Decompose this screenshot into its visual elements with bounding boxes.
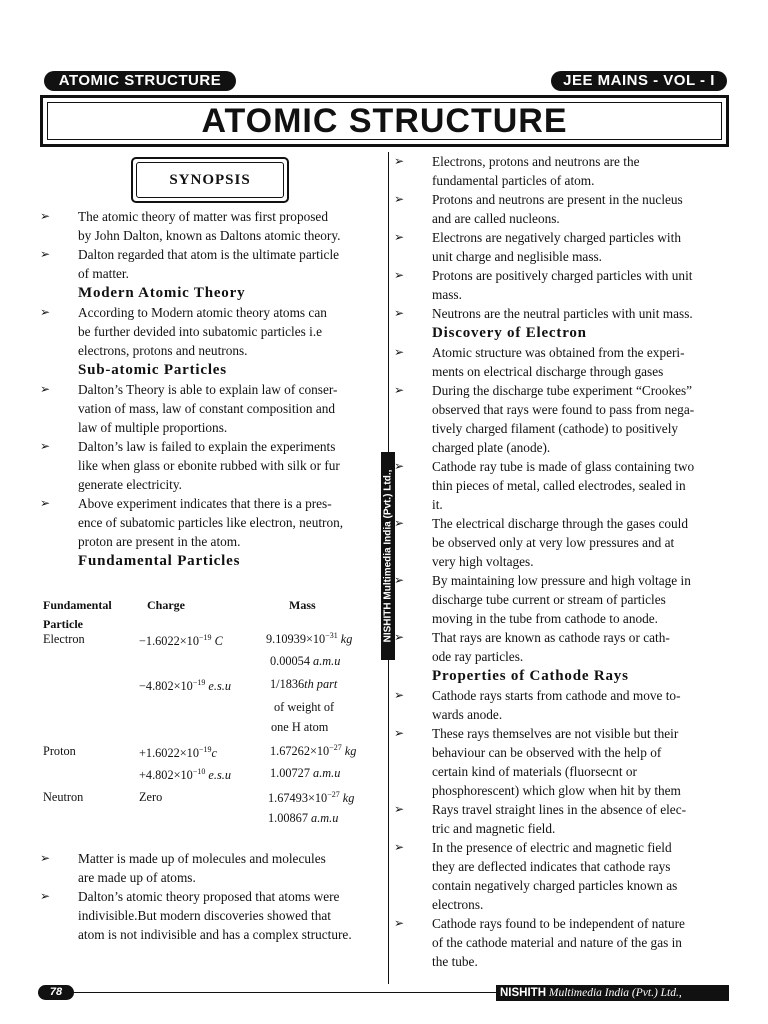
bullet-item: ➢ Neutrons are the neutral particles with unit mass.	[392, 304, 732, 323]
section-heading: Fundamental Particles	[78, 553, 241, 569]
bullet-item: ➢ Protons and neutrons are present in the nucleus and are called nucleons.	[392, 190, 732, 228]
electron-mass-note: of weight of	[274, 700, 335, 714]
neutron-mass-amu: 1.00867 a.m.u	[268, 811, 339, 825]
bullet-item: ➢ Above experiment indicates that there is a pres- ence of subatomic particles like electron, neutron, proton are present in the atom.	[38, 494, 380, 551]
header-particle: Fundamental Particle	[43, 598, 112, 631]
electron-charge-esu: $-4.802\times 10^{-19}$ e.s.u	[139, 677, 231, 693]
bullet-item: ➢ Dalton’s Theory is able to explain law of conser- vation of mass, law of constant composition and law of multiple proportions.	[38, 380, 380, 437]
neutron-charge: Zero	[139, 790, 163, 804]
bullet-item: ➢ Protons are positively charged particles with unit mass.	[392, 266, 732, 304]
bullet-item: ➢ During the discharge tube experiment “Crookes” observed that rays were found to pass from nega- tively charged filament (cathode) to positively charged plate (anode).	[392, 381, 732, 457]
bullet-item: ➢ Cathode rays found to be independent of nature of the cathode material and nature of the gas in the tube.	[392, 914, 732, 971]
bullet-item: ➢ In the presence of electric and magnetic field they are deflected indicates that cathode rays contain negatively charged particles known as electrons.	[392, 838, 732, 914]
bullet-item: ➢ Dalton’s atomic theory proposed that atoms were indivisible.But modern discoveries showed that atom is not indivisible and has a complex structure.	[38, 887, 380, 944]
header-mass: Mass	[289, 598, 316, 612]
bullet-item: ➢ Electrons are negatively charged particles with unit charge and neglisible mass.	[392, 228, 732, 266]
side-publisher-text: NISHITH Multimedia India (Pvt.) Ltd.,	[382, 469, 394, 643]
bullet-item: ➢ These rays themselves are not visible but their behaviour can be observed with the help of certain kind of materials (fluorsecnt or phosphorescent) which glow when hit by them	[392, 724, 732, 800]
electron-mass-kg: $9.10939\times 10^{-31}$ kg	[266, 630, 353, 646]
proton-mass-kg: $1.67262\times 10^{-27}$ kg	[270, 742, 357, 758]
section-heading: Properties of Cathode Rays	[432, 668, 629, 684]
proton-charge-esu: $+4.802\times 10^{-10}$ e.s.u	[139, 766, 231, 782]
proton-charge-c: $+1.6022\times 10^{-19}c$	[139, 744, 217, 760]
bullet-item: ➢ Dalton regarded that atom is the ultimate particle of matter.	[38, 245, 380, 283]
bullet-item: ➢ Matter is made up of molecules and molecules are made up of atoms.	[38, 849, 380, 887]
footer-publisher: NISHITH Multimedia India (Pvt.) Ltd.,	[496, 985, 729, 1001]
bullet-item: ➢ Dalton’s law is failed to explain the experiments like when glass or ebonite rubbed with silk or fur generate electricity.	[38, 437, 380, 494]
bullet-item: ➢ That rays are known as cathode rays or cath- ode ray particles.	[392, 628, 732, 666]
bullet-item: ➢ The atomic theory of matter was first proposed by John Dalton, known as Daltons atomic theory.	[38, 207, 380, 245]
title-frame	[40, 95, 729, 147]
electron-mass-note: one H atom	[271, 720, 329, 734]
electron-charge-c: $-1.6022\times 10^{-19}$ C	[139, 632, 223, 648]
bullet-item: ➢ Cathode rays starts from cathode and move to- wards anode.	[392, 686, 732, 724]
header-charge: Charge	[147, 598, 185, 612]
bullet-item: ➢ Rays travel straight lines in the absence of elec- tric and magnetic field.	[392, 800, 732, 838]
electron-mass-amu: 0.00054 a.m.u	[270, 654, 341, 668]
synopsis-box	[131, 157, 289, 203]
neutron-mass-kg: $1.67493\times 10^{-27}$ kg	[268, 789, 355, 805]
section-heading: Modern Atomic Theory	[78, 285, 246, 301]
bullet-item: ➢ Cathode ray tube is made of glass containing two thin pieces of metal, called electrodes, sealed in it.	[392, 457, 732, 514]
page-title: ATOMIC STRUCTURE	[201, 101, 568, 140]
row-label-electron: Electron	[43, 632, 85, 646]
page-number: 78	[38, 985, 74, 1000]
bullet-item: ➢ Atomic structure was obtained from the experi- ments on electrical discharge through gases	[392, 343, 732, 381]
bullet-item: ➢ According to Modern atomic theory atoms can be further devided into subatomic particles i.e electrons, protons and neutrons.	[38, 303, 380, 360]
proton-mass-amu: 1.00727 a.m.u	[270, 766, 341, 780]
section-heading: Discovery of Electron	[432, 325, 587, 341]
bullet-item: ➢ Electrons, protons and neutrons are the fundamental particles of atom.	[392, 152, 732, 190]
bullet-item: ➢ By maintaining low pressure and high voltage in discharge tube current or stream of particles moving in the tube from cathode to anode.	[392, 571, 732, 628]
left-column-outro	[38, 849, 380, 944]
row-label-neutron: Neutron	[43, 790, 84, 804]
row-label-proton: Proton	[43, 744, 76, 758]
electron-mass-fraction: 1/1836th part	[270, 677, 338, 691]
right-column	[392, 152, 732, 971]
chapter-tag: ATOMIC STRUCTURE	[44, 71, 236, 91]
left-column	[38, 207, 380, 571]
volume-tag: JEE MAINS - VOL - I	[551, 71, 727, 91]
footer-rule	[68, 992, 496, 993]
synopsis-label: SYNOPSIS	[136, 162, 284, 198]
bullet-item: ➢ The electrical discharge through the gases could be observed only at very low pressures and at very high voltages.	[392, 514, 732, 571]
section-heading: Sub-atomic Particles	[78, 362, 227, 378]
